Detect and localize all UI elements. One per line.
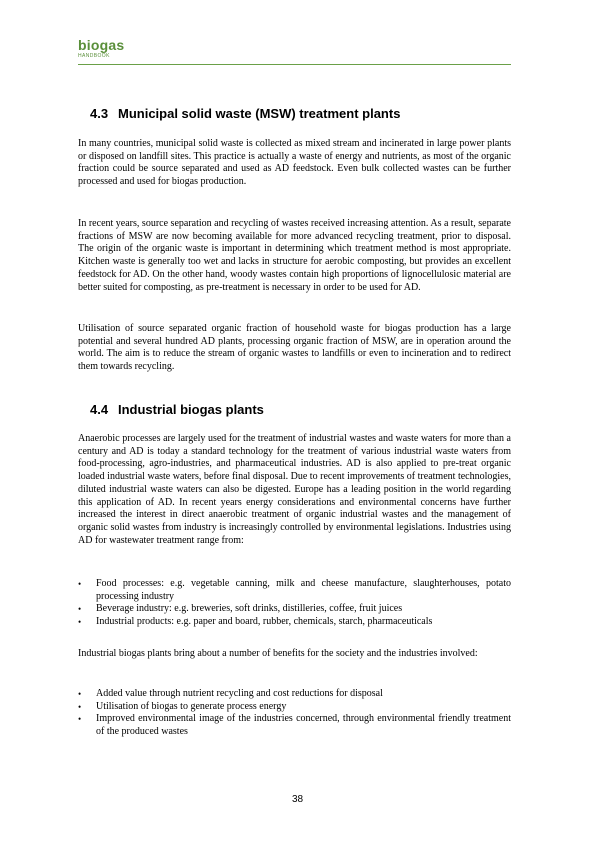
list-item: • Added value through nutrient recycling and cost reductions for disposal	[78, 688, 383, 699]
bullet-icon: •	[78, 617, 82, 628]
section-number: 4.4	[90, 402, 109, 417]
bullet-list-industries	[78, 578, 511, 629]
section-number: 4.3	[90, 106, 109, 121]
section-heading-4-4	[78, 402, 264, 418]
list-item: • Industrial products: e.g. paper and board, rubber, chemicals, starch, pharmaceuticals	[78, 616, 433, 628]
paragraph: Utilisation of source separated organic fraction of household waste for biogas production has a large potential and several hundred AD plants, processing organic fraction of MSW, are in operation around the world. The aim is to reduce the stream of organic wastes to landfills or even to incineration and to redirect them towards recycling.	[78, 323, 511, 373]
bullet-icon: •	[78, 701, 82, 712]
list-item: • Beverage industry: e.g. breweries, soft drinks, distilleries, coffee, fruit juices	[78, 603, 403, 615]
section-title: Municipal solid waste (MSW) treatment plants	[118, 106, 401, 121]
list-item: • Utilisation of biogas to generate process energy	[78, 700, 287, 712]
list-item: • Food processes: e.g. vegetable canning, milk and cheese manufacture, slaughterhouses, potato processing industry	[78, 578, 511, 602]
paragraph: In recent years, source separation and recycling of wastes received increasing attention. As a result, separate fractions of MSW are now becoming available for more advanced recycling treatment, prior to disposal. The origin of the organic waste is important in determining which treatment method is most appropriate. Kitchen waste is generally too wet and lacks in structure for aerobic composting, but provides an excellent feedstock for AD. On the other hand, woody wastes contain high proportions of lignocellulosic material are better suited for composting, as pre-treatment is necessary in order to be used for AD.	[78, 218, 511, 293]
section-title: Industrial biogas plants	[118, 402, 264, 417]
bullet-icon: •	[78, 604, 82, 615]
page-number: 38	[291, 794, 304, 805]
bullet-list-benefits	[78, 688, 511, 739]
page-header	[78, 38, 511, 59]
logo-text: biogas	[78, 37, 125, 53]
section-heading-4-3	[78, 106, 400, 122]
paragraph: In many countries, municipal solid waste is collected as mixed stream and incinerated in large power plants or disposed on landfill sites. This practice is actually a waste of energy and nutrients, as most of the organic fraction could be source separated and used as AD feedstock. Even bulk collected wastes can be further processed and used for biogas production.	[78, 138, 511, 188]
bullet-icon: •	[78, 579, 82, 589]
paragraph: Anaerobic processes are largely used for the treatment of industrial wastes and waste waters for more than a century and AD is today a standard technology for the treatment of various industrial waste waters from food-processing, agro-industries, and pharmaceutical industries. AD is also applied to pre-treat organic loaded industrial waste waters, before final disposal. Due to recent improvements of treatment technologies, diluted industrial waste waters can also be digested. Europe has a leading position in the world regarding this application of AD. In recent years energy considerations and environmental concerns have further increased the interest in direct anaerobic treatment of organic industrial wastes and the management of organic solid wastes from industry is increasingly controlled by environmental legislations. Industries using AD for wastewater treatment range from:	[78, 433, 511, 546]
bullet-icon: •	[78, 714, 82, 725]
list-item: • Improved environmental image of the industries concerned, through environmental friendly treatment of the produced wastes	[78, 713, 511, 738]
header-divider	[78, 64, 511, 65]
logo-subtitle: HANDBOOK	[78, 53, 110, 59]
bullet-icon: •	[78, 689, 82, 699]
paragraph: Industrial biogas plants bring about a number of benefits for the society and the industries involved:	[78, 648, 478, 659]
